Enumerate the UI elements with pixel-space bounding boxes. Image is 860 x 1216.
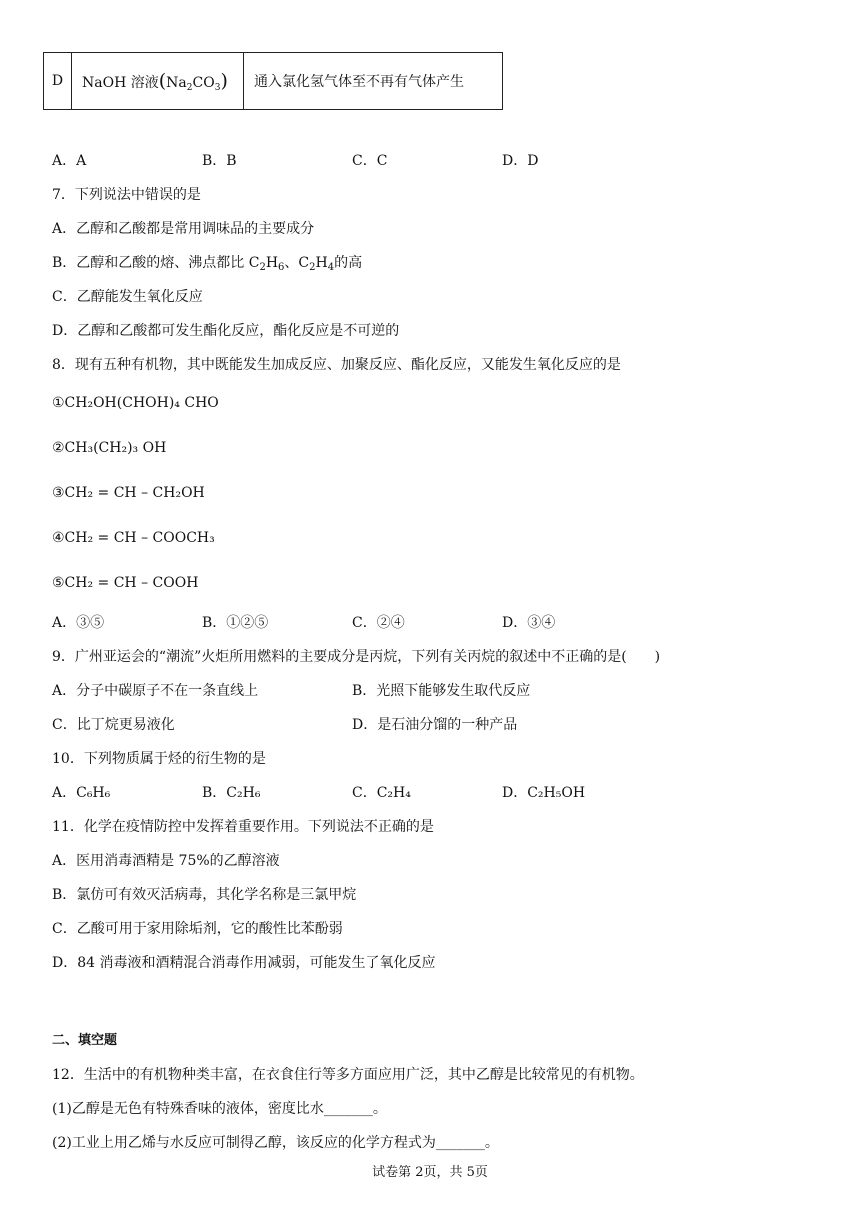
q8-formula-3: ③CH₂ = CH – CH₂OH (52, 485, 205, 501)
page-footer: 试卷第 2页，共 5页 (372, 1165, 488, 1180)
q8-formula-2: ②CH₃(CH₂)₃ OH (52, 440, 167, 456)
q6-option-a: A．A (52, 153, 87, 169)
q8-formula-4: ④CH₂ = CH – COOCH₃ (52, 530, 215, 546)
section-heading: 二、填空题 (52, 1033, 118, 1048)
impurity-b: CO (192, 75, 215, 91)
q6-option-c: C．C (352, 153, 388, 169)
q8-option-c: C．②④ (352, 615, 405, 631)
substance-suffix: 溶液 (130, 75, 159, 91)
q8-option-b: B．①②⑤ (202, 615, 269, 631)
method-cell: 通入氯化氢气体至不再有气体产生 (244, 53, 503, 110)
q7-option-c: C．乙醇能发生氧化反应 (52, 289, 203, 305)
q9-option-d: D．是石油分馏的一种产品 (352, 717, 518, 733)
q6-option-b: B．B (202, 153, 237, 169)
substance-cell: NaOH 溶液$(Na_2CO_3)$ (72, 53, 244, 110)
q10-option-b: B．C₂H₆ (202, 785, 261, 801)
q8-option-a: A．③⑤ (52, 615, 105, 631)
table-row (44, 53, 503, 110)
q6-option-d: D．D (502, 153, 539, 169)
q10-option-c: C．C₂H₄ (352, 785, 411, 801)
q9-option-c: C．比丁烷更易液化 (52, 717, 175, 733)
q9-option-b: B．光照下能够发生取代反应 (352, 683, 531, 699)
q7-option-d: D．乙醇和乙酸都可发生酯化反应，酯化反应是不可逆的 (52, 323, 400, 339)
q11-option-c: C．乙酸可用于家用除垢剂，它的酸性比苯酚弱 (52, 921, 343, 937)
q8-option-d: D．③④ (502, 615, 556, 631)
q7-option-a: A．乙醇和乙酸都是常用调味品的主要成分 (52, 221, 315, 237)
q7-stem: 7．下列说法中错误的是 (52, 187, 201, 203)
q11-option-a: A．医用消毒酒精是 75%的乙醇溶液 (52, 853, 280, 869)
q8-stem: 8．现有五种有机物，其中既能发生加成反应、加聚反应、酯化反应，又能发生氧化反应的是 (52, 357, 621, 373)
q8-formula-1: ①CH₂OH(CHOH)₄ CHO (52, 395, 219, 411)
q11-option-d: D．84 消毒液和酒精混合消毒作用减弱，可能发生了氧化反应 (52, 955, 436, 971)
row-label: D (44, 53, 72, 110)
reagent-table (43, 52, 503, 110)
q12-part-1: (1)乙醇是无色有特殊香味的液体，密度比水_______。 (52, 1101, 387, 1117)
q7-option-b: B．乙醇和乙酸的熔、沸点都比 $C_2H_6$、$C_2H_4$的高 (52, 255, 363, 273)
q8-formula-5: ⑤CH₂ = CH – COOH (52, 575, 199, 591)
q12-stem: 12．生活中的有机物种类丰富，在衣食住行等多方面应用广泛，其中乙醇是比较常见的有机物。 (52, 1067, 644, 1083)
q10-option-a: A．C₆H₆ (52, 785, 111, 801)
substance: NaOH (82, 75, 127, 91)
q10-option-d: D．C₂H₅OH (502, 785, 586, 801)
q12-part-2: (2)工业上用乙烯与水反应可制得乙醇，该反应的化学方程式为_______。 (52, 1135, 499, 1151)
q10-stem: 10．下列物质属于烃的衍生物的是 (52, 751, 266, 767)
q11-option-b: B．氯仿可有效灭活病毒，其化学名称是三氯甲烷 (52, 887, 357, 903)
q9-option-a: A．分子中碳原子不在一条直线上 (52, 683, 259, 699)
impurity-a: Na (166, 75, 187, 91)
q9-stem: 9．广州亚运会的“潮流”火炬所用燃料的主要成分是丙烷，下列有关丙烷的叙述中不正确的是( ) (52, 649, 661, 665)
q11-stem: 11．化学在疫情防控中发挥着重要作用。下列说法不正确的是 (52, 819, 434, 835)
